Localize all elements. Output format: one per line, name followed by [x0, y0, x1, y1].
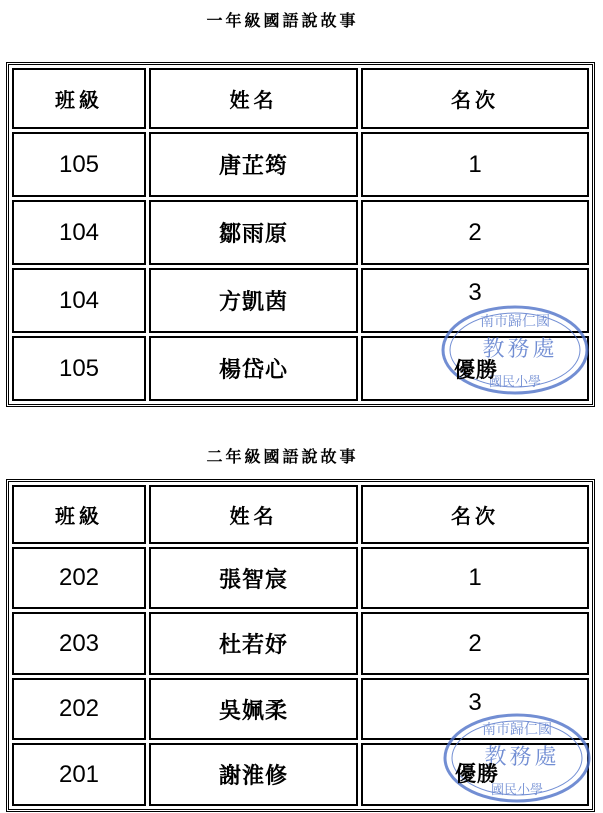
cell-class: 105 — [12, 132, 146, 197]
section-title-grade1: 一年級國語說故事 — [206, 11, 359, 30]
rank-text: 3 — [468, 278, 482, 306]
svg-text:國民小學: 國民小學 — [490, 783, 544, 798]
cell-name: 張智宸 — [149, 547, 358, 610]
cell-name: 楊岱心 — [149, 336, 358, 401]
cell-rank: 1 — [361, 132, 589, 197]
cell-class: 203 — [12, 612, 146, 675]
cell-class: 104 — [12, 268, 146, 333]
svg-text:國民小學: 國民小學 — [488, 375, 542, 390]
table-header-row — [12, 485, 589, 544]
header-class: 班級 — [12, 485, 146, 544]
honor-label: 優勝 — [455, 761, 499, 786]
svg-text:教務處: 教務處 — [484, 745, 560, 770]
cell-class: 105 — [12, 336, 146, 401]
header-class: 班級 — [12, 68, 146, 129]
cell-class: 202 — [12, 547, 146, 610]
cell-name: 鄒雨原 — [149, 200, 358, 265]
svg-text:南市歸仁國: 南市歸仁國 — [482, 722, 552, 738]
header-rank: 名次 — [361, 485, 589, 544]
table-row — [12, 612, 589, 675]
cell-name: 謝淮修 — [149, 743, 358, 806]
cell-class: 104 — [12, 200, 146, 265]
cell-class: 202 — [12, 678, 146, 741]
table-row — [12, 547, 589, 610]
table-row — [12, 200, 589, 265]
table-row — [12, 132, 589, 197]
header-name: 姓名 — [149, 485, 358, 544]
rank-text: 3 — [468, 689, 482, 717]
cell-name: 吳姵柔 — [149, 678, 358, 741]
cell-name: 唐芷筠 — [149, 132, 358, 197]
svg-text:教務處: 教務處 — [482, 337, 558, 362]
cell-rank: 2 — [361, 612, 589, 675]
svg-text:南市歸仁國: 南市歸仁國 — [480, 314, 550, 330]
cell-rank: 2 — [361, 200, 589, 265]
cell-name: 方凱茵 — [149, 268, 358, 333]
section-title-grade2: 二年級國語說故事 — [206, 447, 359, 466]
table-header-row — [12, 68, 589, 129]
cell-name: 杜若妤 — [149, 612, 358, 675]
cell-rank: 1 — [361, 547, 589, 610]
honor-label: 優勝 — [454, 357, 498, 382]
cell-class: 201 — [12, 743, 146, 806]
header-rank: 名次 — [361, 68, 589, 129]
header-name: 姓名 — [149, 68, 358, 129]
